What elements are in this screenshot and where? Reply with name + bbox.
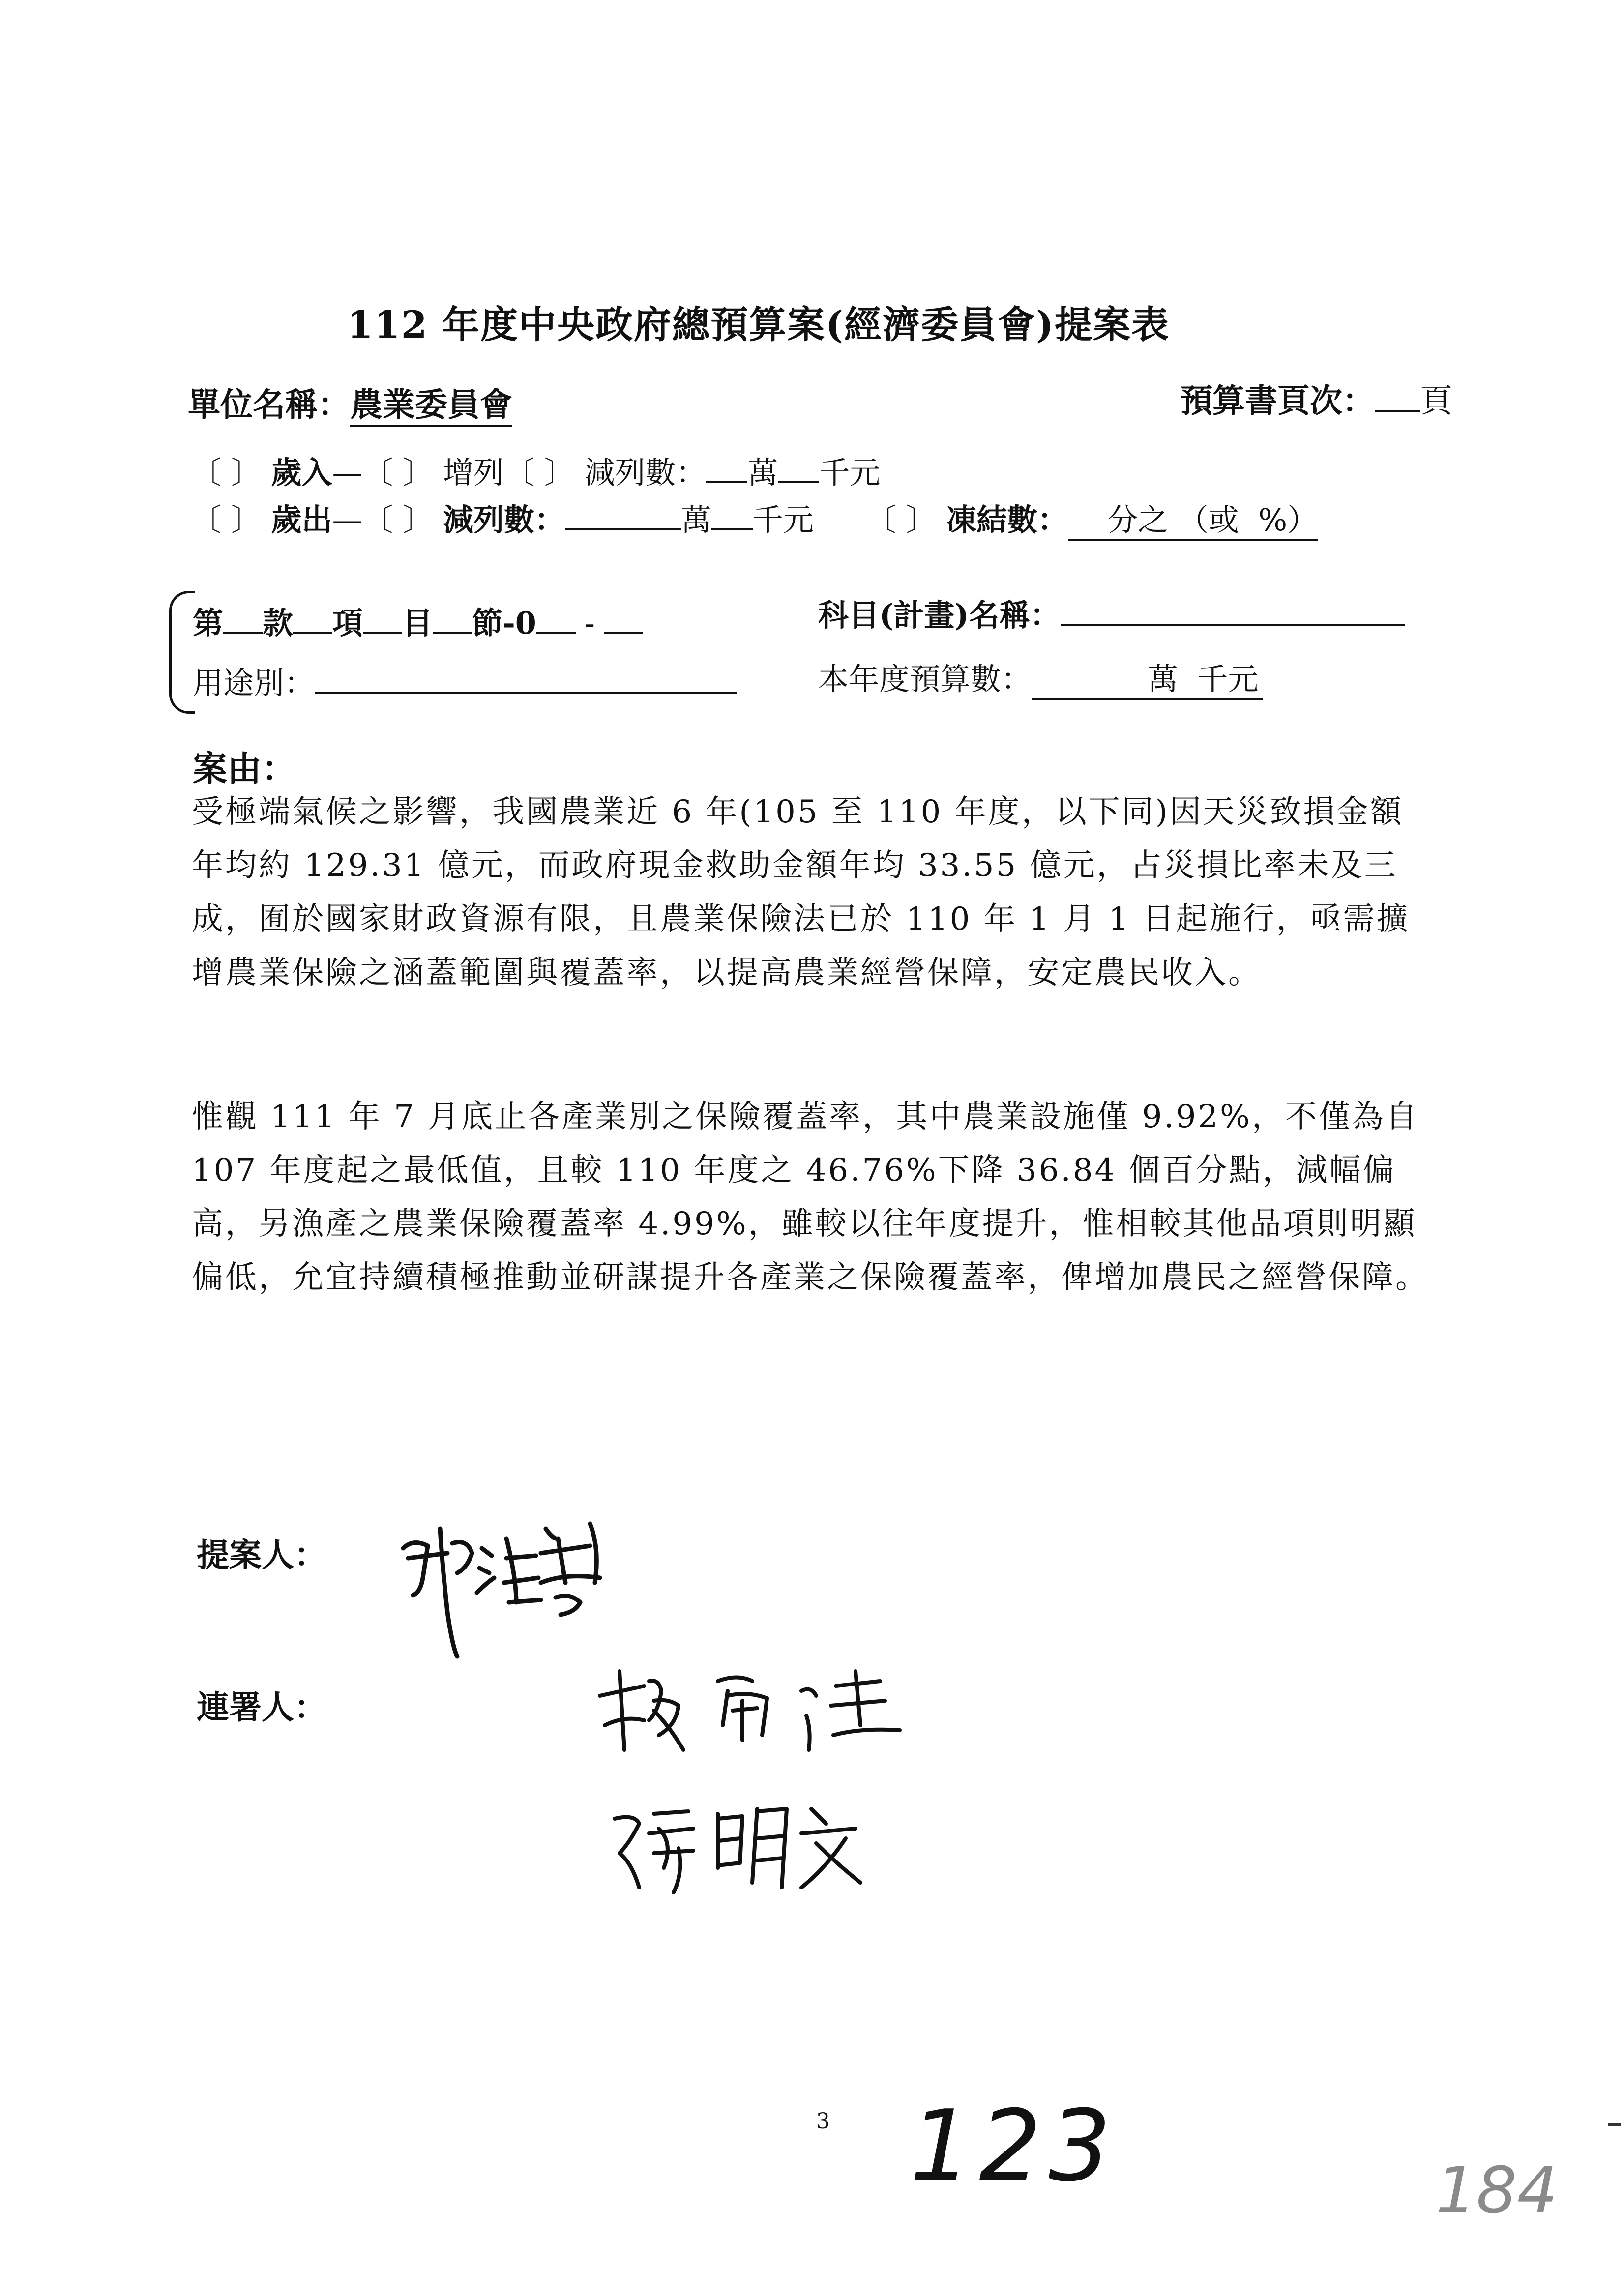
cosigner-label: 連署人： <box>197 1688 326 1726</box>
checkbox-bracket: 〔 〕 <box>362 502 434 538</box>
page-number-printed: 3 <box>816 2109 830 2134</box>
wan-blank <box>706 481 747 483</box>
decrease-label: 減列數： <box>584 455 707 491</box>
cosigner-signature-1-graphic <box>585 1652 919 1770</box>
dash: — <box>332 455 363 491</box>
increase-label: 增列 <box>443 455 504 491</box>
reason-paragraph-2: 惟觀 111 年 7 月底止各產業別之保險覆蓋率，其中農業設施僅 9.92%，不僅為自 107 年度起之最低值，且較 110 年度之 46.76%下降 36.84 個百分點，減幅偏高，另漁產之農業保險覆蓋率 4.99%，雖較以往年度提升，惟相較其他品項則明顯偏低，允宜持續積極推動並研謀提升各產業之保險覆蓋率，俾增加農民之經營保障。 <box>192 1099 1429 1296</box>
budget-page-suffix: 頁 <box>1420 382 1452 420</box>
usage-row <box>193 659 737 702</box>
section-line <box>193 599 643 642</box>
page-number-handwritten: 123 <box>910 2089 1118 2204</box>
section-dash: - <box>584 605 595 641</box>
left-brace <box>169 591 195 714</box>
edge-mark <box>1608 2123 1621 2126</box>
section-xiang: 項 <box>332 605 363 641</box>
cosigner-signature-2-graphic <box>605 1789 880 1902</box>
qian-unit: 千元 <box>819 455 881 491</box>
subject-name-row <box>818 591 1405 635</box>
qian-unit: 千元 <box>752 502 814 538</box>
expenditure-line <box>191 495 1318 541</box>
qian-blank <box>778 481 819 483</box>
reason-paragraph-1: 受極端氣候之影響，我國農業近 6 年(105 至 110 年度，以下同)因天災致損金額年均約 129.31 億元，而政府現金救助金額年均 33.55 億元，占災損比率未及三成，囿於國家財政資源有限，且農業保險法已於 110 年 1 月 1 日起施行，亟需擴增農業保險之涵蓋範圍與覆蓋率，以提高農業經營保障，安定農民收入。 <box>192 794 1410 991</box>
subject-name-label: 科目(計畫)名稱： <box>818 597 1061 633</box>
section-blank <box>293 632 332 634</box>
proposer-label: 提案人： <box>197 1536 326 1574</box>
reason-heading: 案由： <box>193 748 296 789</box>
proposer-signature-graphic <box>393 1509 669 1666</box>
section-mu: 目 <box>402 605 433 641</box>
section-blank <box>604 632 643 634</box>
checkbox-bracket: 〔 〕 <box>191 455 262 491</box>
qian-blank <box>711 528 753 530</box>
wan-unit: 萬 <box>747 455 778 491</box>
wan-blank <box>565 528 681 530</box>
budget-page-row <box>1180 375 1452 421</box>
proposer-signature <box>393 1509 669 1668</box>
checkbox-bracket: 〔 〕 <box>503 455 575 491</box>
unit-name-row <box>188 378 512 427</box>
page-title: 112 年度中央政府總預算案(經濟委員會)提案表 <box>347 303 1170 347</box>
section-kuan: 款 <box>263 605 294 641</box>
section-blank <box>363 632 402 634</box>
freeze-label: 凍結數： <box>946 502 1068 538</box>
decrease-label: 減列數： <box>443 502 565 538</box>
annual-budget-row <box>818 655 1263 700</box>
annual-budget-label: 本年度預算數： <box>818 661 1032 697</box>
section-jie: 節-0 <box>472 605 536 641</box>
unit-name-label: 單位名稱： <box>188 385 350 424</box>
wan-unit: 萬 <box>680 502 711 538</box>
cosigner-signature-2 <box>605 1789 880 1904</box>
cosigner-signature-1 <box>585 1652 919 1772</box>
annual-budget-value: 萬 千元 <box>1032 655 1263 700</box>
checkbox-bracket: 〔 〕 <box>191 502 262 538</box>
revenue-label: 歲入 <box>271 455 332 491</box>
section-blank <box>536 632 576 634</box>
checkbox-bracket: 〔 〕 <box>865 502 937 538</box>
subject-name-blank <box>1061 624 1405 626</box>
budget-page-label: 預算書頁次： <box>1180 381 1375 420</box>
checkbox-bracket: 〔 〕 <box>362 455 434 491</box>
usage-label: 用途別： <box>193 665 315 701</box>
revenue-line <box>191 448 880 492</box>
section-blank <box>223 632 263 634</box>
section-di: 第 <box>193 605 224 641</box>
unit-name-value: 農業委員會 <box>350 378 512 427</box>
usage-blank <box>315 692 737 694</box>
budget-page-blank <box>1375 410 1420 412</box>
section-blank <box>433 632 472 634</box>
page-number-faint: 184 <box>1436 2153 1558 2228</box>
dash: — <box>332 502 363 538</box>
freeze-value: 分之 （或 %） <box>1068 495 1318 541</box>
expenditure-label: 歲出 <box>271 502 332 538</box>
